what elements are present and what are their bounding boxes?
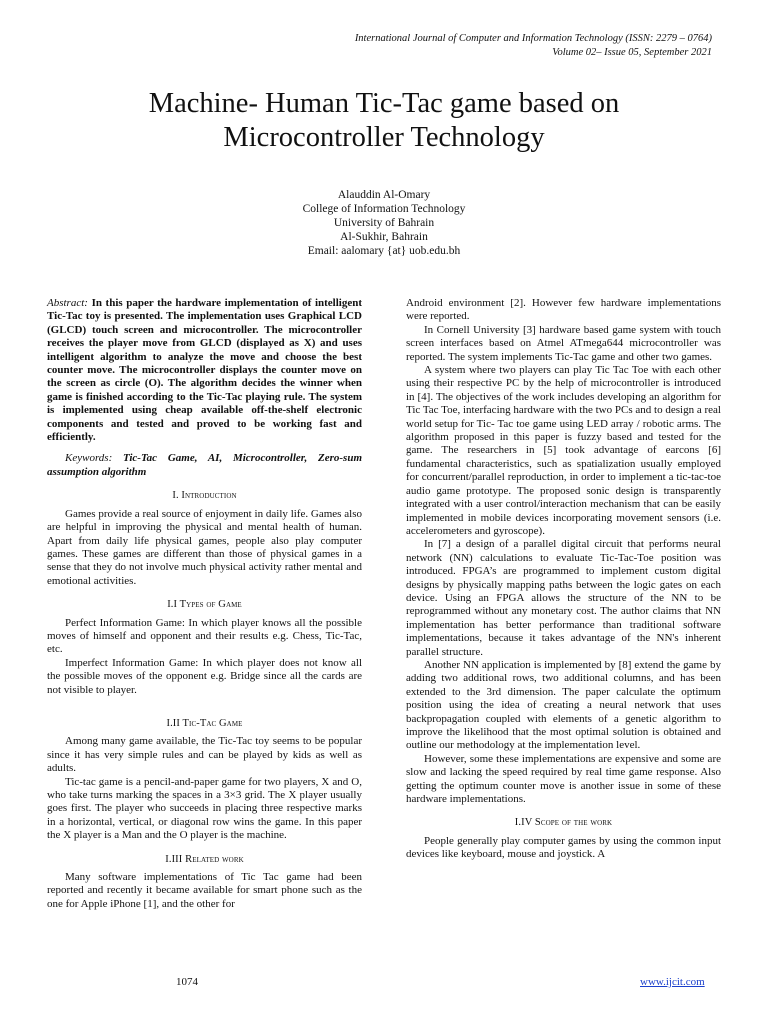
keywords-text: Tic-Tac Game, AI, Microcontroller, Zero-sum assumption algorithm bbox=[47, 452, 362, 478]
website-link[interactable]: www.ijcit.com bbox=[640, 976, 705, 988]
paper-title bbox=[60, 87, 708, 155]
paragraph: A system where two players can play Tic Tac Toe with each other using their respective PC by the help of microcontroller is introduced in [4]. The objectives of the work includes developing an algorithm for Tic Tac Toe, interfacing hardware with the two PCs and to design a real world setup for Tic- Tac toe game using LED array / robotic arms. The algorithm proposed in this paper is fuzzy based and tested for the game. The researchers in [5] took advantage of earcons [6] fundamental characteristics, such as spatialization usually employed for concurrent/parallel reproduction, in order to implement a tic-tac-toe audio game prototype. The proposed sonic design is transparently integrated with a user control/interaction mechanism that can be easily implemented in mobile devices incorporating movement sensors (i.e. accelerometers and gyroscope). bbox=[406, 364, 721, 537]
paragraph: Perfect Information Game: In which player knows all the possible moves of himself and opponent and their results e.g. Chess, Tic-Tac, etc. bbox=[47, 616, 362, 656]
journal-header bbox=[355, 32, 712, 60]
section-heading-related-work: I.III Related work bbox=[165, 853, 244, 865]
paragraph: People generally play computer games by using the common input devices like keyboard, mouse and joystick. A bbox=[406, 834, 721, 861]
author-name: Alauddin Al-Omary bbox=[337, 189, 431, 201]
keywords-label: Keywords: bbox=[65, 452, 113, 465]
author-university: University of Bahrain bbox=[333, 217, 435, 229]
left-column bbox=[47, 297, 362, 911]
abstract-text: In this paper the hardware implementation of intelligent Tic-Tac toy is presented. The implementation uses Graphical LCD (GLCD) touch screen and microcontroller. The microcontroller receives the player move from GLCD (displayed as X) and uses intelligent algorithm to analyze the move and choose the best counter move. The microcontroller displays the counter move on the screen as circle (O). The algorithm decides the winner when game is finished according to the Tic-Tac playing rule. The system is implemented using cheap available off-the-shelf electronic components and tested and proved to be working fast and efficiently. bbox=[47, 297, 363, 444]
section-heading-scope-of-work: I.IV Scope of the work bbox=[514, 817, 613, 829]
paragraph: In Cornell University [3] hardware based game system with touch screen interfaces based on Atmel ATmega644 microcontroller was reported. The system implements Tic-Tac game and other two games. bbox=[406, 323, 721, 363]
paragraph: Many software implementations of Tic Tac game had been reported and recently it became available for smart phone such as the one for Apple iPhone [1], and the other for bbox=[47, 871, 362, 910]
paragraph: However, some these implementations are expensive and some are slow and lacking the speed required by real time game response. Also getting the optimum counter move is another issue in some of these hardware implementations. bbox=[406, 752, 721, 806]
author-affiliation: College of Information Technology bbox=[302, 203, 466, 215]
abstract-label: Abstract: bbox=[47, 297, 88, 309]
abstract bbox=[47, 297, 362, 444]
paragraph: In [7] a design of a parallel digital circuit that performs neural network (NN) calculations to evaluate Tic-Tac-Toe position was introduced. FPGA’s are programmed to implement custom digital designs by physically mapping paths between the logic gates on each device. Using an FPGA allows the structure of the NN to be reprogrammed without any monetary cost. The author claims that NN implementation has better performance than traditional software implementations, because it takes advantage of the NN's inherent parallel structure. bbox=[406, 538, 721, 658]
paper-title-line1: Machine- Human Tic-Tac game based on bbox=[148, 88, 620, 119]
section-heading-introduction: I. Introduction bbox=[172, 490, 237, 502]
paragraph: Android environment [2]. However few hardware implementations were reported. bbox=[406, 297, 721, 323]
author-block bbox=[184, 188, 584, 258]
author-email: Email: aalomary {at} uob.edu.bh bbox=[307, 245, 461, 257]
section-heading-types-of-game: I.I Types of Game bbox=[167, 599, 242, 611]
paragraph: Among many game available, the Tic-Tac toy seems to be popular since it has very simple rules and can be played by kids as well as adults. bbox=[47, 735, 362, 775]
page-number: 1074 bbox=[176, 976, 198, 988]
journal-name: International Journal of Computer and Information Technology (ISSN: 2279 – 0764) bbox=[354, 33, 712, 44]
journal-volume: Volume 02– Issue 05, September 2021 bbox=[552, 47, 712, 58]
keywords bbox=[47, 452, 362, 479]
paragraph: Tic-tac game is a pencil-and-paper game for two players, X and O, who take turns marking the spaces in a 3×3 grid. The X player usually goes first. The player who succeeds in placing three respective marks in a horizontal, vertical, or diagonal row wins the game. In this paper the X player is a Man and the O player is the machine. bbox=[47, 775, 362, 842]
paragraph: Games provide a real source of enjoyment in daily life. Games also are helpful in improving the physical and mental health of human. Apart from daily life physical games, people also play computer games. These games are different than those of physical games in a sense that they do not involve much physical activity rather mental and emotional activities. bbox=[47, 507, 362, 587]
section-heading-tic-tac-game: I.II Tic-Tac Game bbox=[166, 717, 243, 729]
right-column bbox=[406, 297, 721, 862]
paper-title-line2: Microcontroller Technology bbox=[223, 122, 545, 153]
author-location: Al-Sukhir, Bahrain bbox=[340, 231, 428, 243]
paragraph: Another NN application is implemented by [8] extend the game by adding two additional rows, two additional columns, and has been extended to the 3rd dimension. The paper calculate the optimum position using the idea of creating a neural network that uses backpropagation coupled with elements of a genetic algorithm to improve the likelihood that the most optimal solution is obtained and outline our methodology at the implementation level. bbox=[406, 658, 721, 752]
paragraph: Imperfect Information Game: In which player does not know all the possible moves of the opponent e.g. Bridge since all the cards are not visible to player. bbox=[47, 656, 362, 696]
